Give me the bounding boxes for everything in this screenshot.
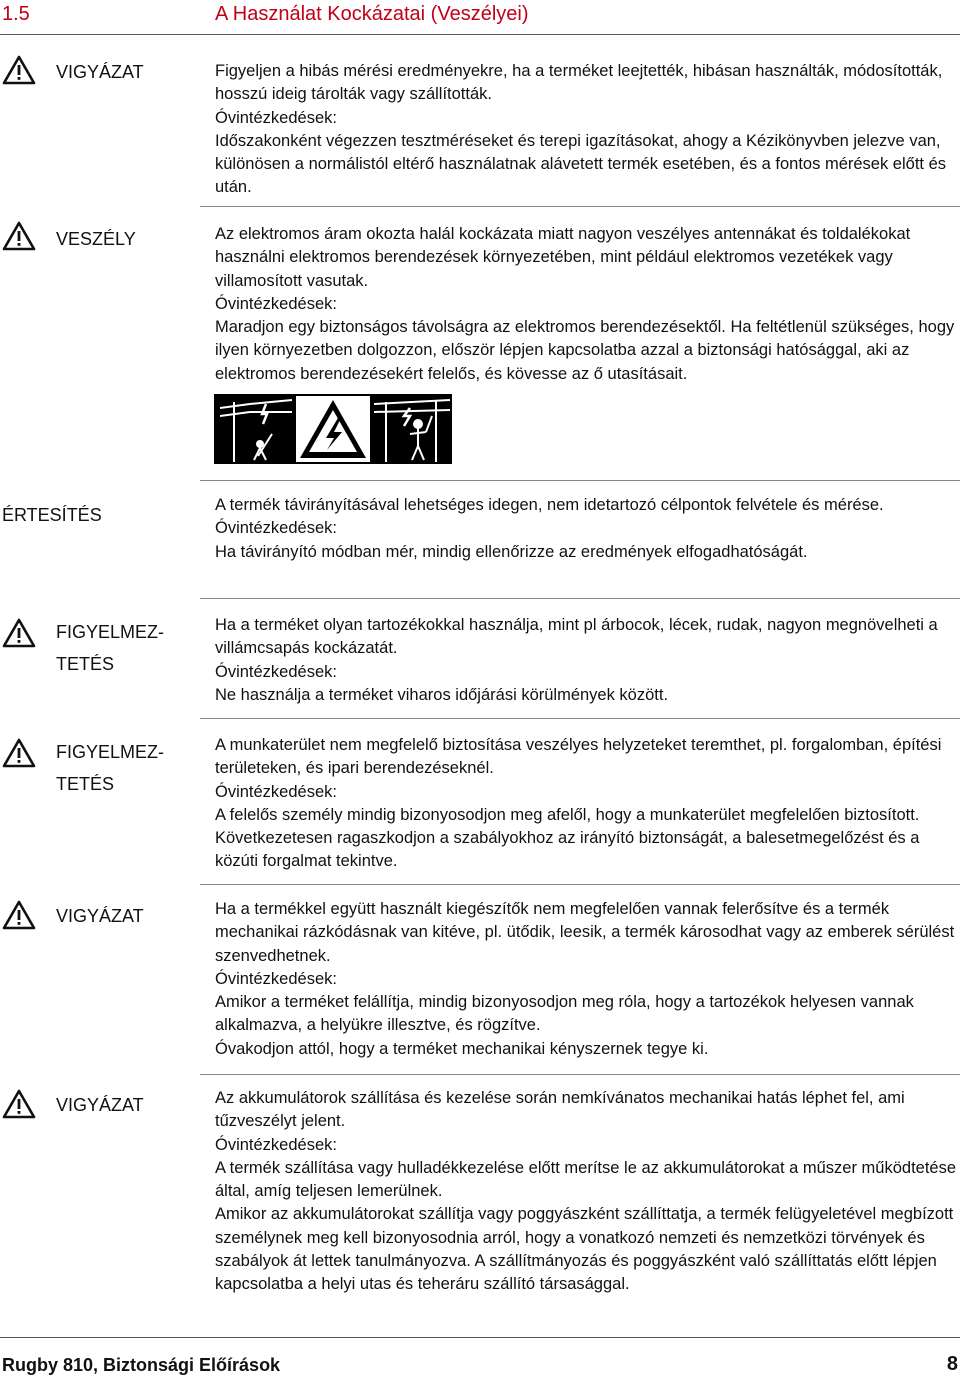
electric-hazard-image [214, 394, 452, 464]
hazard-label-text: FIGYELMEZ- [56, 742, 165, 762]
entry-separator [200, 480, 960, 481]
hazard-description: A munkaterület nem megfelelő biztosítása veszélyes helyzeteket teremthet, pl. forgalomban, építési területeken, és ipari berendezéseknél. [215, 736, 942, 778]
precaution-text: Ne használja a terméket viharos időjárási körülmények között. [215, 685, 669, 704]
precaution-text: A felelős személy mindig bizonyosodjon meg afelől, hogy a munkaterület megfelelően biztosított. Következetesen ragaszkodjon a szabályokhoz az irányító biztonságát, a balesetmegelőzést és a közúti forgalmat tekintve. [215, 805, 920, 871]
precaution-text: Időszakonként végezzen tesztméréseket és terepi igazításokat, ahogy a Kézikönyvben jelezve van, különösen a normálistól eltérő használatnak alávetett termék esetében, és a fontos mérések előtt és után. [215, 131, 946, 197]
hazard-label-text: VIGYÁZAT [56, 906, 144, 926]
hazard-label-text: TETÉS [56, 774, 115, 794]
entry-separator [200, 1074, 960, 1075]
hazard-body [215, 898, 957, 1061]
precaution-heading: Óvintézkedések: [215, 108, 337, 127]
hazard-body [215, 734, 957, 874]
hazard-body [215, 494, 957, 564]
hazard-description: Ha a termékkel együtt használt kiegészítők nem megfelelően vannak felerősítve és a termék mechanikai rázkódásnak van kitéve, pl. ütődik, leesik, a termék károsodhat vagy az emberek sérülést szenvedhetnek. [215, 900, 955, 965]
entry-separator [200, 206, 960, 207]
hazard-description: A termék távirányításával lehetséges idegen, nem idetartozó célpontok felvétele és mérése. [215, 496, 884, 514]
precaution-heading: Óvintézkedések: [215, 1135, 337, 1154]
warning-triangle-icon [2, 738, 36, 768]
precaution-heading: Óvintézkedések: [215, 969, 337, 988]
hazard-label-text: VIGYÁZAT [56, 1095, 144, 1115]
warning-triangle-icon [2, 55, 36, 85]
hazard-label-text: ÉRTESÍTÉS [2, 505, 102, 525]
warning-triangle-icon [2, 618, 36, 648]
hazard-body [215, 1087, 957, 1297]
precaution-text: Ha távirányító módban mér, mindig ellenőrizze az eredmények elfogadhatóságát. [215, 542, 808, 561]
warning-triangle-icon [2, 1089, 36, 1119]
precaution-heading: Óvintézkedések: [215, 782, 337, 801]
entry-separator [200, 718, 960, 719]
electric-hazard-pictograms [214, 394, 452, 464]
hazard-label-text: VIGYÁZAT [56, 62, 144, 82]
precaution-text: Óvakodjon attól, hogy a terméket mechanikai kényszernek tegye ki. [215, 1039, 709, 1058]
hazard-description: Figyeljen a hibás mérési eredményekre, ha a terméket leejtették, hibásan használták, módosították, hosszú ideig tárolták vagy szállították. [215, 62, 943, 104]
precaution-text: Amikor az akkumulátorokat szállítja vagy poggyászként szállíttatja, a termék felügyeletével megbízott személynek meg kell bizonyosodnia arról, hogy a vonatkozó nemzeti és nemzetközi törvények és szabályok át lettek tanulmányozva. A szállítmányozás és poggyászként való szállíttatás előtt lépjen kapcsolatba a helyi utas és teheráru szállító társasággal. [215, 1205, 954, 1294]
footer-page-number: 8 [946, 1353, 958, 1375]
footer-divider [0, 1337, 960, 1338]
entry-separator [200, 884, 960, 885]
section-header [0, 0, 960, 35]
precaution-text: A termék szállítása vagy hulladékkezelése előtt merítse le az akkumulátorokat a műszer működtetése által, amíg teljesen lemerülnek. [215, 1158, 957, 1201]
precaution-heading: Óvintézkedések: [215, 294, 337, 313]
precaution-text: Maradjon egy biztonságos távolságra az elektromos berendezésektől. Ha feltétlenül szükséges, hogy ilyen környezetben dolgozzon, először lépjen kapcsolatba azzal a biztonsági hatósággal, aki az elektromos berendezésekért felelős, és kövesse az ő utasításait. [215, 318, 955, 383]
entry-separator [200, 598, 960, 599]
hazard-description: Ha a terméket olyan tartozékokkal használja, mint pl árbocok, lécek, rudak, nagyon megnövelheti a villámcsapás kockázatát. [215, 616, 938, 658]
section-number: 1.5 [2, 3, 30, 25]
hazard-body [215, 223, 957, 386]
warning-triangle-icon [2, 900, 36, 930]
hazard-body [215, 60, 957, 200]
hazard-label-text: TETÉS [56, 654, 115, 674]
hazard-description: Az akkumulátorok szállítása és kezelése során nemkívánatos mechanikai hatás léphet fel, ami tűzveszélyt jelent. [215, 1089, 905, 1131]
warning-triangle-icon [2, 221, 36, 251]
hazard-description: Az elektromos áram okozta halál kockázata miatt nagyon veszélyes antennákat és toldalékokat használni elektromos berendezések környezetében, mint például elektromos vezetékek vagy villamosított vasutak. [215, 225, 911, 290]
hazard-body [215, 614, 957, 707]
section-title: A Használat Kockázatai (Veszélyei) [215, 3, 529, 25]
footer-document-title: Rugby 810, Biztonsági Előírások [2, 1355, 281, 1375]
precaution-text: Amikor a terméket felállítja, mindig bizonyosodjon meg róla, hogy a tartozékok helyesen vannak alkalmazva, a helyükre illesztve, és rögzítve. [215, 993, 914, 1035]
precaution-heading: Óvintézkedések: [215, 519, 337, 538]
hazard-label-text: VESZÉLY [56, 229, 136, 249]
hazard-label-text: FIGYELMEZ- [56, 622, 165, 642]
precaution-heading: Óvintézkedések: [215, 662, 337, 681]
